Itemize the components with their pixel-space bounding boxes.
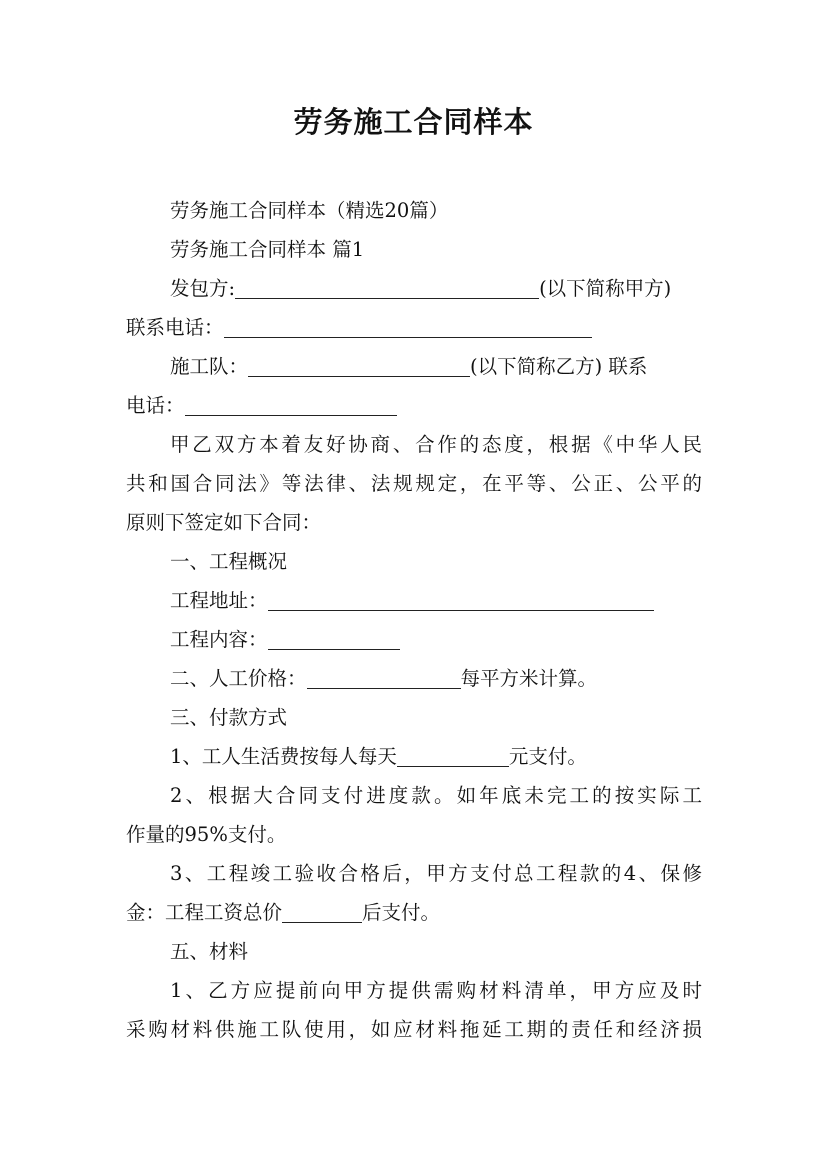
retention-label: 金：工程工资总价 bbox=[126, 901, 283, 924]
phone-label: 电话： bbox=[126, 394, 185, 417]
party-a-phone-line bbox=[126, 308, 702, 347]
paragraph-line: 1、乙方应提前向甲方提供需购材料清单，甲方应及时 bbox=[170, 979, 702, 1002]
section-heading: 五、材料 bbox=[170, 940, 249, 963]
content-label: 工程内容： bbox=[170, 628, 268, 651]
retention-blank bbox=[282, 900, 362, 923]
paragraph-line: 原则下签定如下合同： bbox=[126, 511, 322, 534]
retention-line bbox=[126, 893, 702, 932]
allowance-label: 1、工人生活费按每人每天 bbox=[170, 745, 397, 768]
paragraph-line: 甲乙双方本着友好协商、合作的态度，根据《中华人民 bbox=[170, 433, 702, 456]
phone-label: 联系电话： bbox=[126, 316, 224, 339]
paragraph-line: 作量的95%支付。 bbox=[126, 823, 287, 846]
address-blank bbox=[268, 588, 654, 611]
section-heading: 三、付款方式 bbox=[170, 706, 288, 729]
party-b-note: (以下简称乙方) 联系 bbox=[470, 355, 648, 378]
price-blank bbox=[307, 666, 461, 689]
project-content-line bbox=[126, 620, 702, 659]
phone-blank bbox=[224, 315, 592, 338]
document-title: 劳务施工合同样本 bbox=[293, 105, 534, 139]
project-address-line bbox=[126, 581, 702, 620]
section-heading-text: 劳务施工合同样本 篇1 bbox=[170, 238, 365, 261]
party-a-note: (以下简称甲方) bbox=[539, 277, 672, 300]
party-b-label: 施工队： bbox=[170, 355, 249, 378]
section-heading-1 bbox=[126, 230, 702, 269]
labor-price-line bbox=[126, 659, 702, 698]
party-b-line bbox=[126, 347, 702, 386]
paragraph-line: 2、根据大合同支付进度款。如年底未完工的按实际工 bbox=[170, 784, 702, 807]
phone-blank bbox=[185, 393, 397, 416]
paragraph-line: 采购材料供施工队使用，如应材料拖延工期的责任和经济损 bbox=[126, 1018, 702, 1041]
party-b-blank bbox=[248, 354, 470, 377]
content-blank bbox=[268, 627, 400, 650]
contract-subtitle bbox=[126, 191, 702, 230]
party-b-phone-line bbox=[126, 386, 702, 425]
address-label: 工程地址： bbox=[170, 589, 268, 612]
retention-note: 后支付。 bbox=[362, 901, 441, 924]
living-allowance-line bbox=[126, 737, 702, 776]
party-a-blank bbox=[235, 276, 539, 299]
allowance-blank bbox=[397, 744, 509, 767]
section-heading: 一、工程概况 bbox=[170, 550, 288, 573]
party-a-label: 发包方: bbox=[170, 277, 236, 300]
party-a-line bbox=[126, 269, 702, 308]
subtitle-text: 劳务施工合同样本（精选20篇） bbox=[170, 199, 449, 222]
paragraph-line: 3、工程竣工验收合格后，甲方支付总工程款的4、保修 bbox=[170, 862, 702, 885]
allowance-unit: 元支付。 bbox=[508, 745, 587, 768]
paragraph-line: 共和国合同法》等法律、法规规定，在平等、公正、公平的 bbox=[126, 472, 702, 495]
price-unit: 每平方米计算。 bbox=[460, 667, 598, 690]
price-label: 二、人工价格： bbox=[170, 667, 307, 690]
